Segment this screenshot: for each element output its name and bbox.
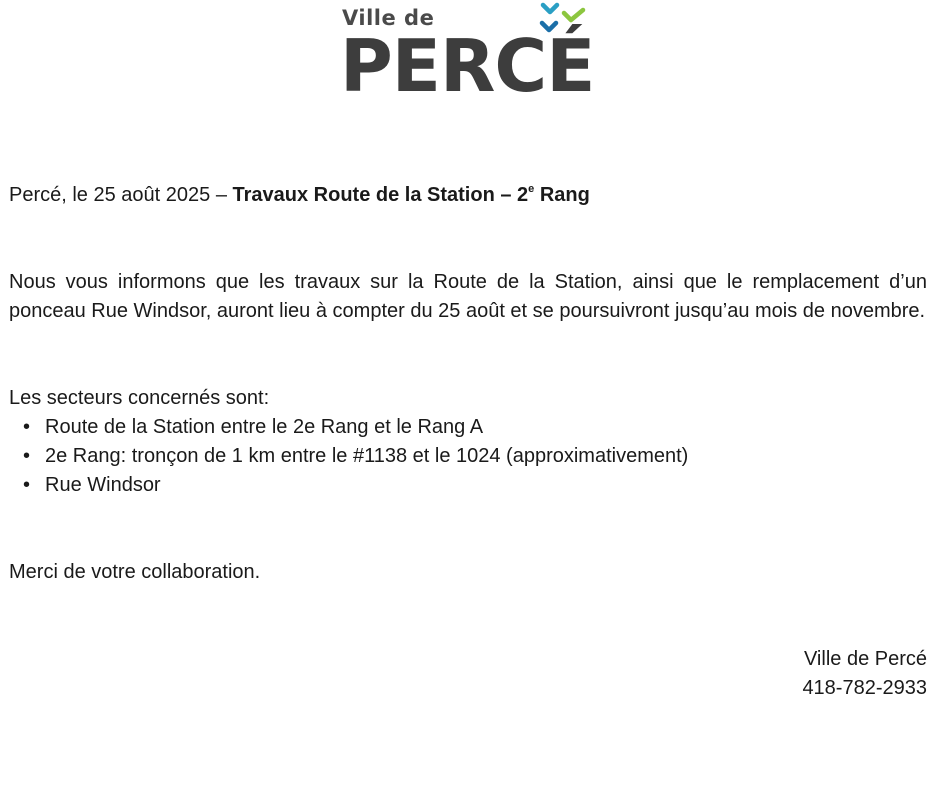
sectors-list bbox=[9, 413, 688, 500]
notice-heading bbox=[9, 181, 590, 210]
notice-paragraph: Nous vous informons que les travaux sur la Route de la Station, ainsi que le remplacement d’un ponceau Rue Windsor, auront lieu à compter du 25 août et se poursuivront jusqu’au mois de novembre. bbox=[9, 271, 927, 322]
bullet-icon: • bbox=[23, 445, 31, 467]
bullet-icon: • bbox=[23, 474, 31, 496]
list-item: • Route de la Station entre le 2e Rang et le Rang A bbox=[9, 413, 688, 442]
heading-title: Travaux Route de la Station – 2e Rang bbox=[232, 183, 590, 206]
heading-date: Percé, le 25 août 2025 – bbox=[9, 184, 233, 206]
list-item: • 2e Rang: tronçon de 1 km entre le #1138 et le 1024 (approximativement) bbox=[9, 442, 688, 471]
logo-ville-de-text: Ville de bbox=[342, 6, 435, 30]
bullet-icon: • bbox=[23, 416, 31, 438]
list-item: • Rue Windsor bbox=[9, 471, 688, 500]
heading-title-superscript: e bbox=[528, 183, 535, 195]
signature-phone: 418-782-2933 bbox=[802, 677, 927, 699]
signature-name: Ville de Percé bbox=[803, 648, 927, 670]
ville-de-perce-logo bbox=[340, 2, 595, 126]
sectors-intro: Les secteurs concernés sont: bbox=[9, 387, 270, 409]
logo-perce-text: PERCÉ bbox=[340, 24, 595, 108]
thanks-line: Merci de votre collaboration. bbox=[9, 561, 261, 583]
logo-checkmarks-icon bbox=[538, 2, 590, 40]
